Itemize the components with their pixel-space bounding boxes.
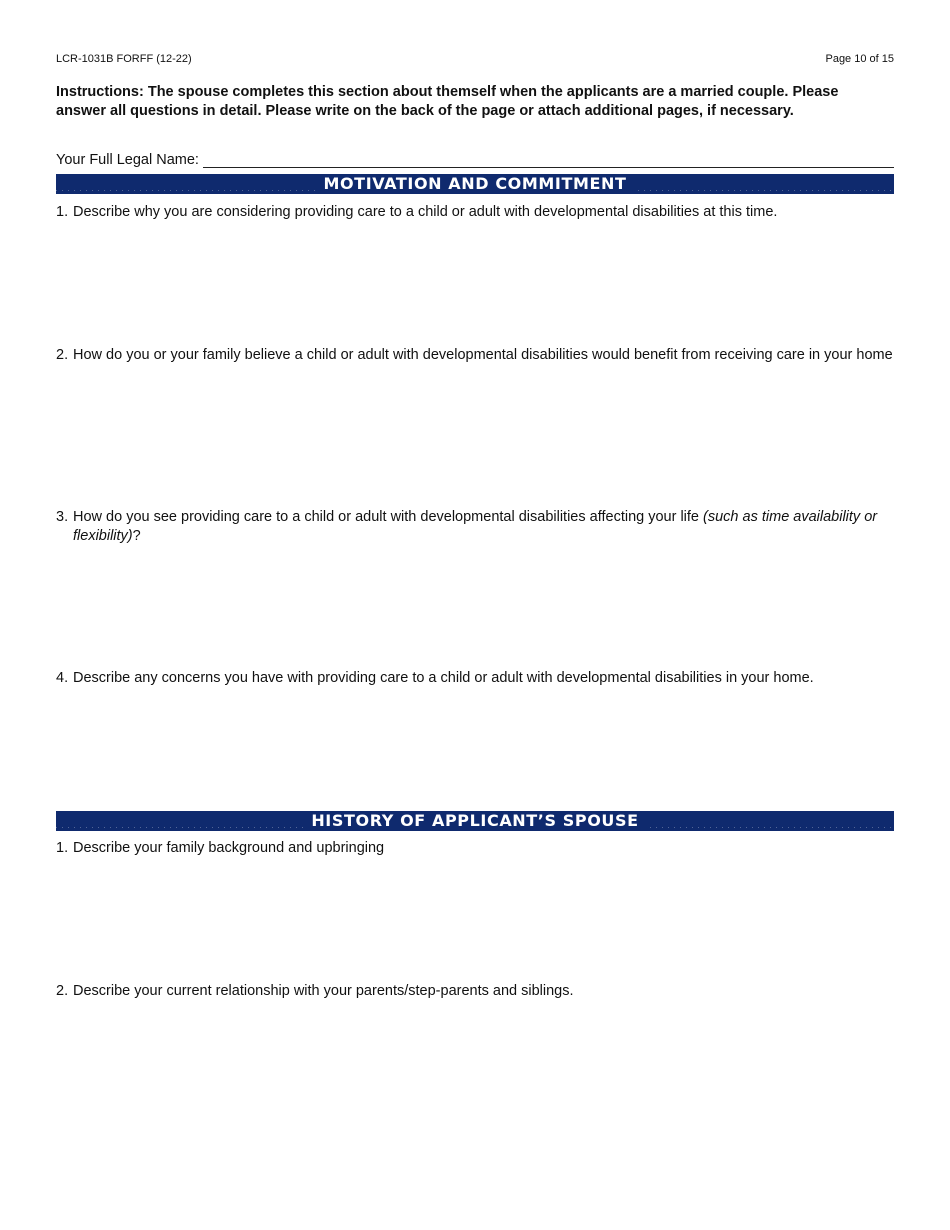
section-header-history bbox=[56, 811, 894, 831]
page-number: Page 10 of 15 bbox=[825, 53, 894, 65]
motivation-question-1-text: Describe why you are considering providing care to a child or adult with developmental disabilities at this time. bbox=[73, 204, 778, 220]
motivation-question-3: 3. How do you see providing care to a child or adult with developmental disabilities affecting your life (such as time availability or flexibility)? bbox=[56, 508, 894, 546]
instructions: Instructions: The spouse completes this section about themself when the applicants are a married couple. Please answer all questions in detail. Please write on the back of the page or attach additional pages, if necessary. bbox=[56, 84, 839, 119]
motivation-question-2: 2. How do you or your family believe a child or adult with developmental disabilities would benefit from receiving care in your home bbox=[56, 347, 893, 363]
history-question-1: 1. Describe your family background and upbringing bbox=[56, 839, 894, 858]
history-question-2-text: Describe your current relationship with your parents/step-parents and siblings. bbox=[73, 983, 574, 999]
full-legal-name-label: Your Full Legal Name: bbox=[56, 152, 199, 168]
history-question-2: 2. Describe your current relationship with your parents/step-parents and siblings. bbox=[56, 982, 894, 1001]
full-legal-name-input[interactable] bbox=[203, 153, 894, 168]
motivation-question-1: 1. Describe why you are considering providing care to a child or adult with developmental disabilities at this time. bbox=[56, 203, 894, 222]
motivation-question-3-text: How do you see providing care to a child or adult with developmental disabilities affecting your life (such as time availability or flexibility)? bbox=[73, 509, 878, 544]
motivation-question-2-text: How do you or your family believe a child or adult with developmental disabilities would benefit from receiving care in your home bbox=[73, 347, 893, 363]
section-title-motivation: MOTIVATION AND COMMITMENT bbox=[315, 174, 634, 193]
full-legal-name-row bbox=[56, 152, 894, 168]
form-id: LCR-1031B FORFF (12-22) bbox=[56, 53, 192, 65]
section-title-history: HISTORY OF APPLICANT’S SPOUSE bbox=[303, 811, 646, 830]
history-question-1-text: Describe your family background and upbringing bbox=[73, 840, 385, 856]
motivation-question-4-text: Describe any concerns you have with providing care to a child or adult with developmental disabilities in your home. bbox=[73, 670, 814, 686]
motivation-question-4: 4. Describe any concerns you have with providing care to a child or adult with developmental disabilities in your home. bbox=[56, 669, 894, 688]
section-header-motivation bbox=[56, 174, 894, 194]
